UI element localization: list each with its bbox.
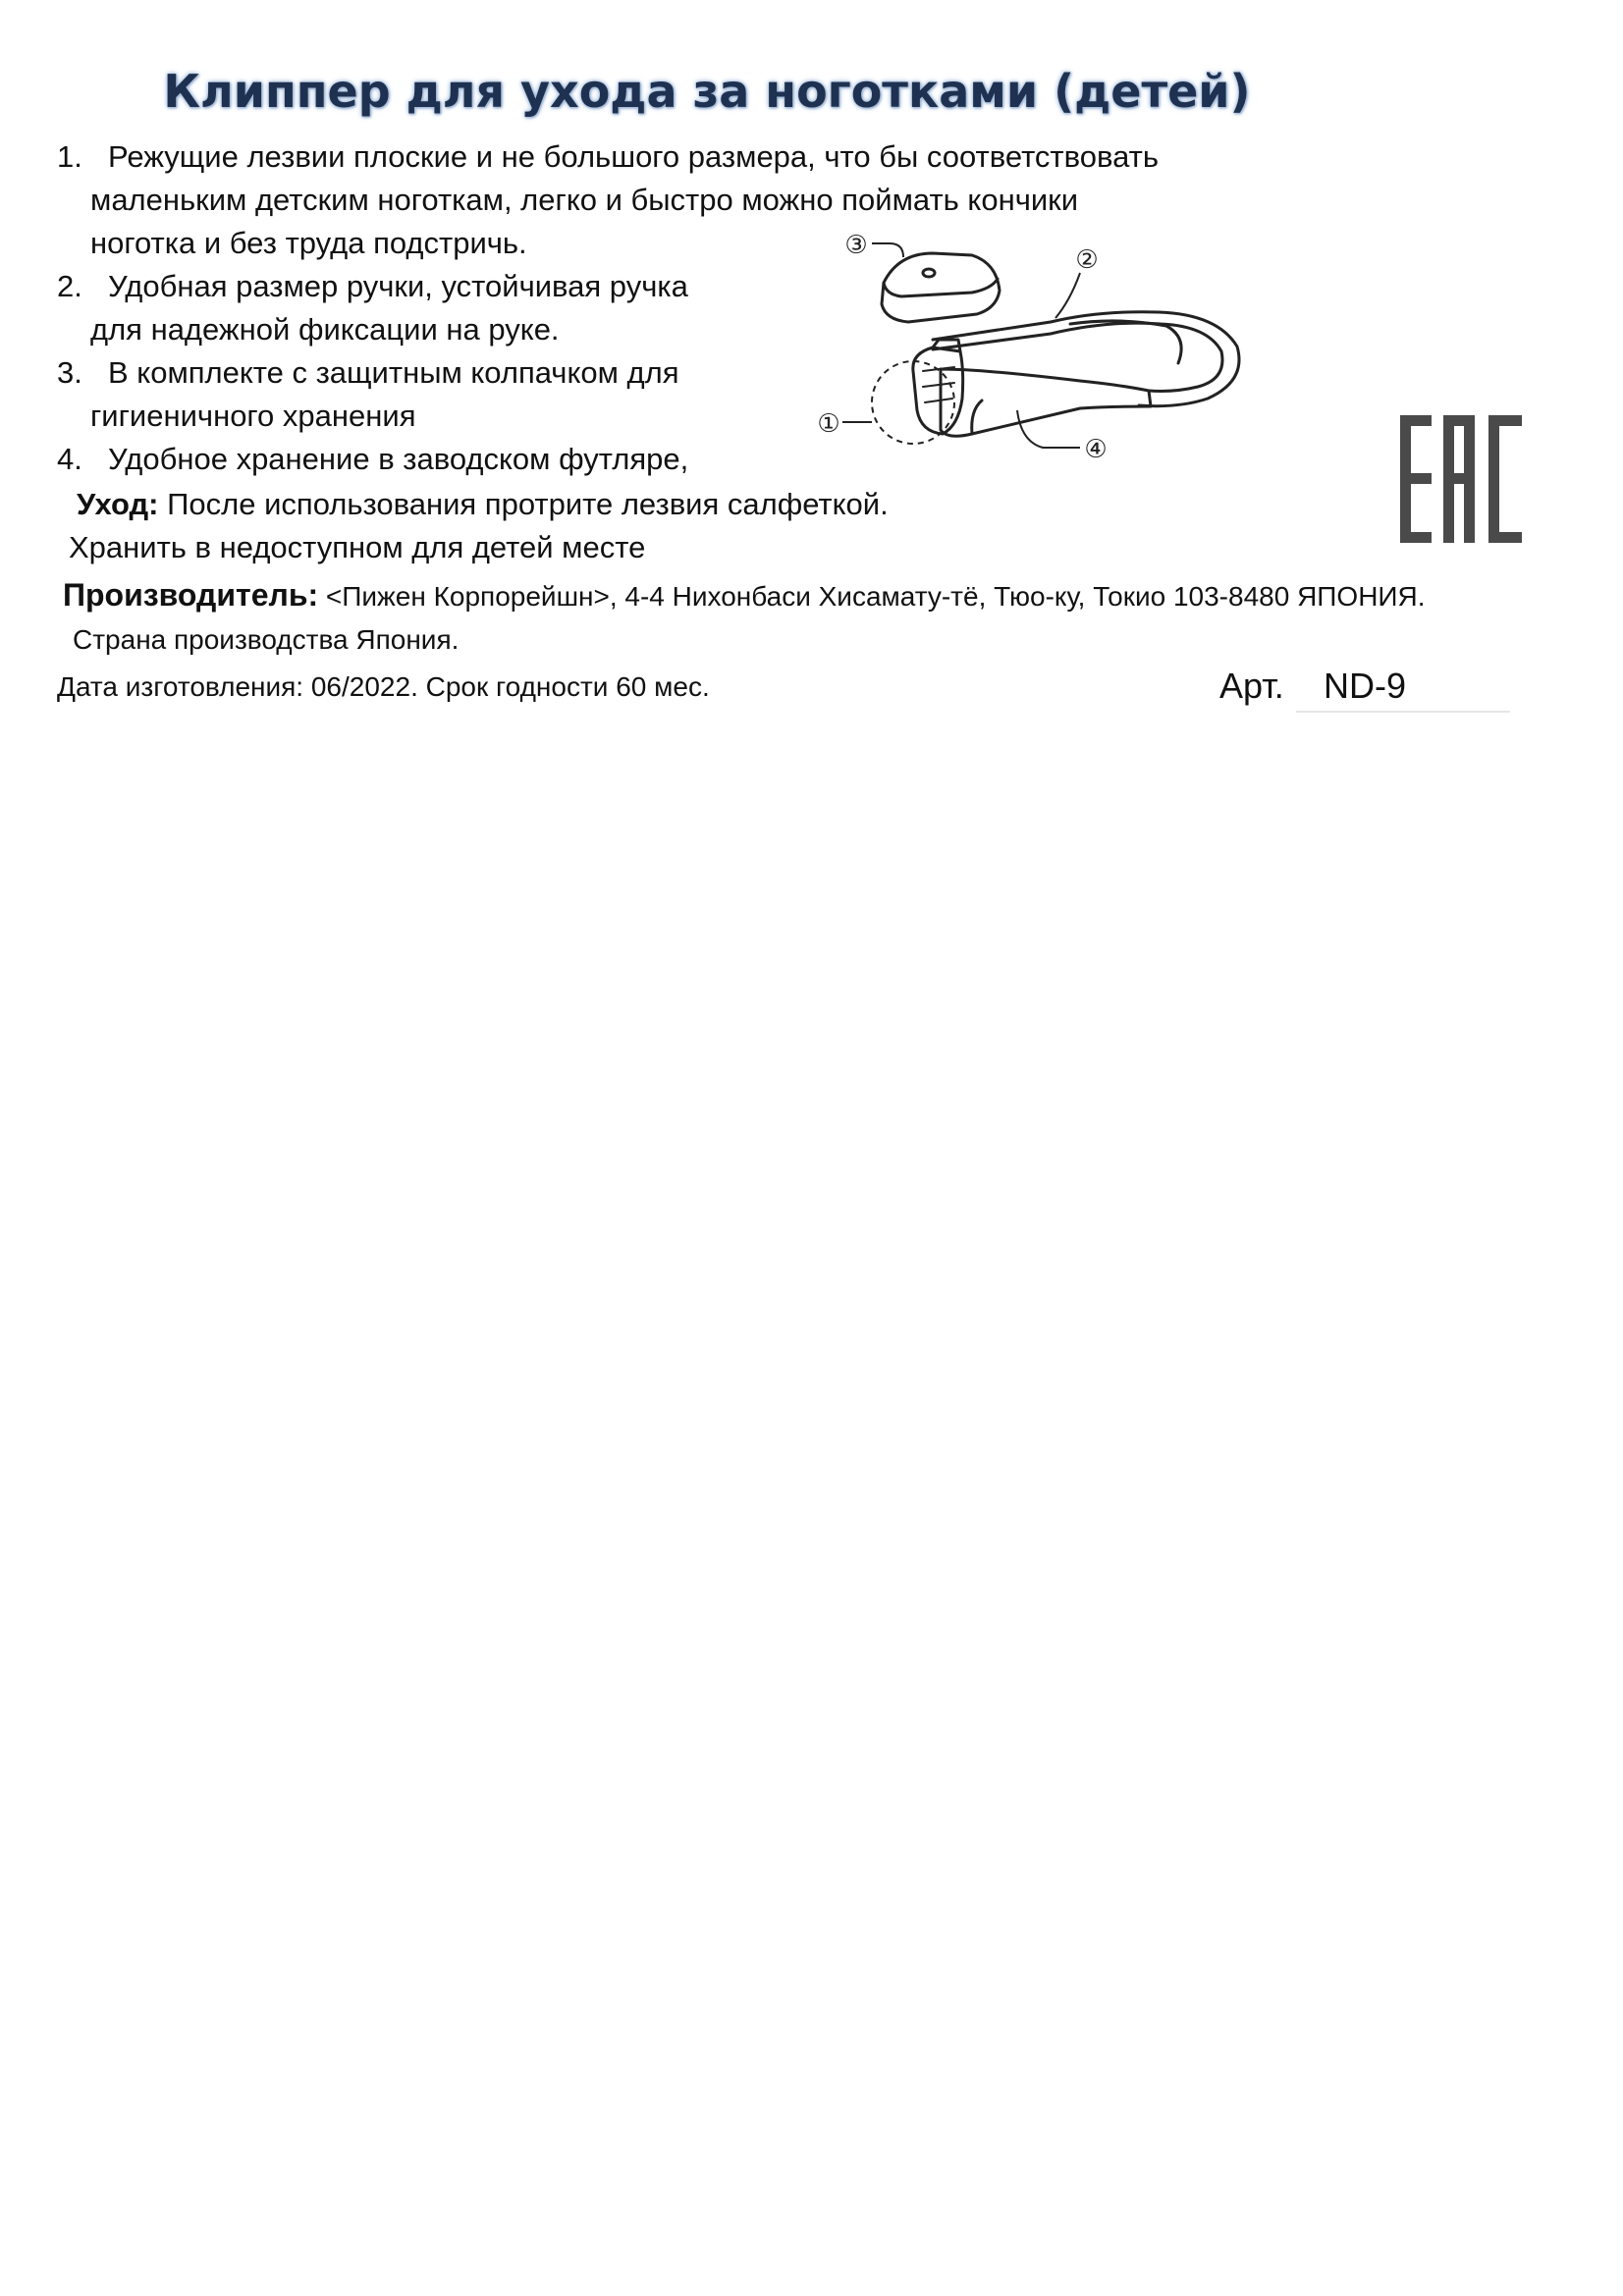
manufacturer-line [63,577,1426,614]
feature-1-number: 1. [57,139,82,174]
care-line [77,487,889,522]
feature-2-text-2: для надежной фиксации на руке. [90,312,560,347]
feature-1-line-1 [57,139,1159,175]
feature-2-text-1: Удобная размер ручки, устойчивая ручка [108,269,688,303]
feature-3-number: 3. [57,355,82,390]
feature-4-line-1 [57,442,688,477]
article-label: Арт. [1219,666,1284,706]
feature-3-line-1 [57,355,679,391]
article-value: ND-9 [1296,666,1510,713]
manufacturer-text: <Пижен Корпорейшн>, 4-4 Нихонбаси Хисамату-тё, Тюо-ку, Токио 103-8480 ЯПОНИЯ. [318,581,1426,612]
feature-3-text-2: гигиеничного хранения [90,399,416,433]
eac-certification-mark [1398,415,1524,543]
feature-4-text-1: Удобное хранение в заводском футляре, [108,442,689,476]
feature-2-number: 2. [57,269,82,303]
nail-clipper-illustration [785,224,1316,479]
callout-3: ③ [844,231,868,260]
dates-line: Дата изготовления: 06/2022. Срок годности 60 мес. [57,671,710,702]
callout-4: ④ [1084,435,1108,464]
care-text: После использования протрите лезвия салфеткой. [158,487,889,521]
blade-head-drawing [913,347,963,434]
manufacturer-label: Производитель: [63,577,319,613]
feature-1-text-1: Режущие лезвии плоские и не большого размера, что бы соответствовать [108,139,1160,174]
document-title: Клиппер для ухода за ноготками (детей) [163,65,1251,118]
feature-1-text-2: маленьким детским ноготкам, легко и быстро можно поймать кончики [90,183,1079,217]
protective-cap-drawing [882,253,1000,322]
feature-2-line-1 [57,269,688,304]
feature-3-text-1: В комплекте с защитным колпачком для [108,355,679,390]
feature-1-text-3: ноготка и без труда подстричь. [90,226,527,260]
care-label: Уход: [77,487,159,521]
feature-4-number: 4. [57,442,82,476]
storage-line: Хранить в недоступном для детей месте [69,530,646,564]
callout-1: ① [817,409,840,439]
callout-2: ② [1075,245,1099,275]
country-line: Страна производства Япония. [73,624,460,655]
